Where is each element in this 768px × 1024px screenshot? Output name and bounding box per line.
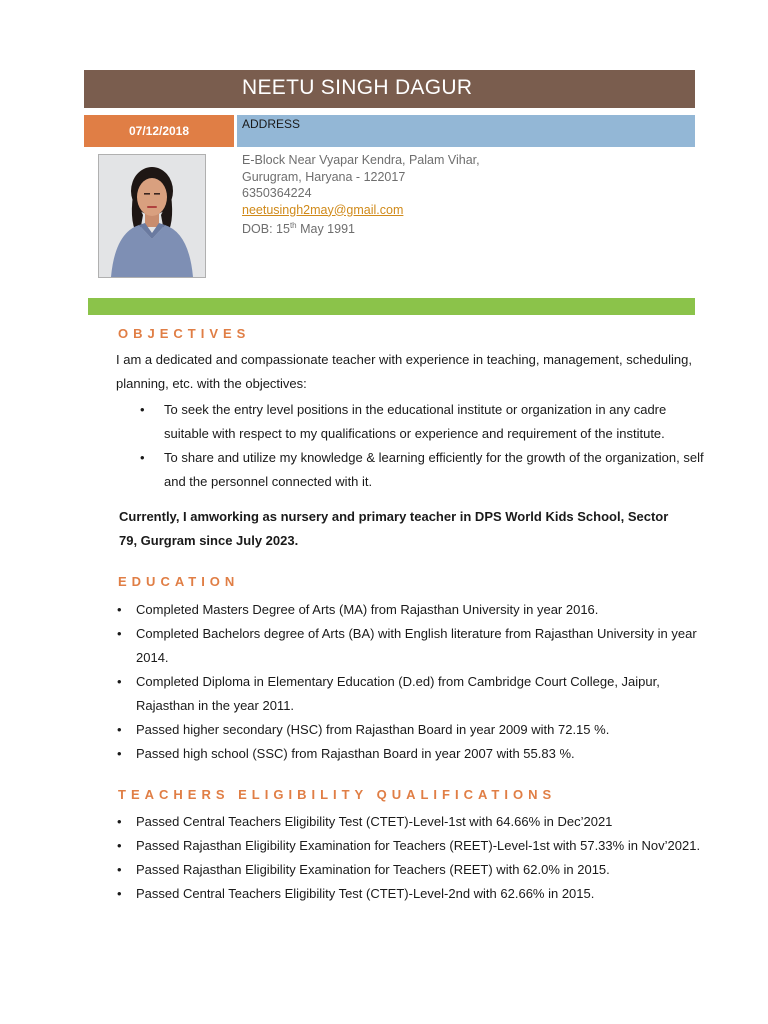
- objectives-list: [164, 398, 704, 494]
- contact-block: [242, 152, 480, 238]
- objectives-title: OBJECTIVES: [118, 326, 251, 341]
- address-bar: [237, 115, 695, 147]
- eligibility-list: [136, 810, 706, 906]
- list-item: • Completed Diploma in Elementary Education (D.ed) from Cambridge Court College, Jaipur, Rajasthan in the year 2011.: [136, 670, 706, 718]
- candidate-name: NEETU SINGH DAGUR: [242, 76, 473, 99]
- objectives-intro: I am a dedicated and compassionate teacher with experience in teaching, management, scheduling, planning, etc. with the objectives:: [116, 352, 692, 391]
- portrait-image: [99, 155, 205, 277]
- list-item: • Passed Central Teachers Eligibility Test (CTET)-Level-1st with 64.66% in Dec’2021: [136, 810, 706, 834]
- eligibility-title: TEACHERS ELIGIBILITY QUALIFICATIONS: [118, 787, 557, 802]
- address-line-2: Gurugram, Haryana - 122017: [242, 169, 406, 184]
- email-link[interactable]: neetusingh2may@gmail.com: [242, 202, 404, 217]
- list-item: • To share and utilize my knowledge & learning efficiently for the growth of the organization, self and the personnel connected with it.: [164, 446, 704, 494]
- list-item: • Passed Rajasthan Eligibility Examination for Teachers (REET)-Level-1st with 57.33% in Nov’2021.: [136, 834, 706, 858]
- current-position: Currently, I amworking as nursery and primary teacher in DPS World Kids School, Sector 79, Gurgram since July 2023.: [119, 509, 669, 548]
- list-item: • Completed Masters Degree of Arts (MA) from Rajasthan University in year 2016.: [136, 598, 706, 622]
- resume-date: 07/12/2018: [128, 124, 190, 138]
- section-divider: [88, 298, 695, 315]
- date-box: [84, 115, 234, 147]
- dob-prefix: DOB: 15: [242, 222, 290, 237]
- date-of-birth: [242, 218, 480, 238]
- address-line-1: E-Block Near Vyapar Kendra, Palam Vihar,: [242, 153, 480, 167]
- list-item: • To seek the entry level positions in the educational institute or organization in any cadre suitable with respect to my qualifications or experience and requirement of the institute.: [164, 398, 704, 446]
- dob-ordinal: th: [289, 221, 297, 230]
- list-item: • Passed Central Teachers Eligibility Test (CTET)-Level-2nd with 62.66% in 2015.: [136, 882, 706, 906]
- phone-number: 6350364224: [242, 186, 312, 200]
- dob-suffix: May 1991: [296, 222, 355, 237]
- education-list: [136, 598, 706, 766]
- name-bar: [84, 70, 695, 108]
- education-title: EDUCATION: [118, 574, 240, 589]
- list-item: • Passed Rajasthan Eligibility Examination for Teachers (REET) with 62.0% in 2015.: [136, 858, 706, 882]
- list-item: • Passed high school (SSC) from Rajasthan Board in year 2007 with 55.83 %.: [136, 742, 706, 766]
- profile-photo: [98, 154, 206, 278]
- address-label: ADDRESS: [242, 117, 301, 131]
- list-item: • Passed higher secondary (HSC) from Rajasthan Board in year 2009 with 72.15 %.: [136, 718, 706, 742]
- list-item: • Completed Bachelors degree of Arts (BA) with English literature from Rajasthan University in year 2014.: [136, 622, 706, 670]
